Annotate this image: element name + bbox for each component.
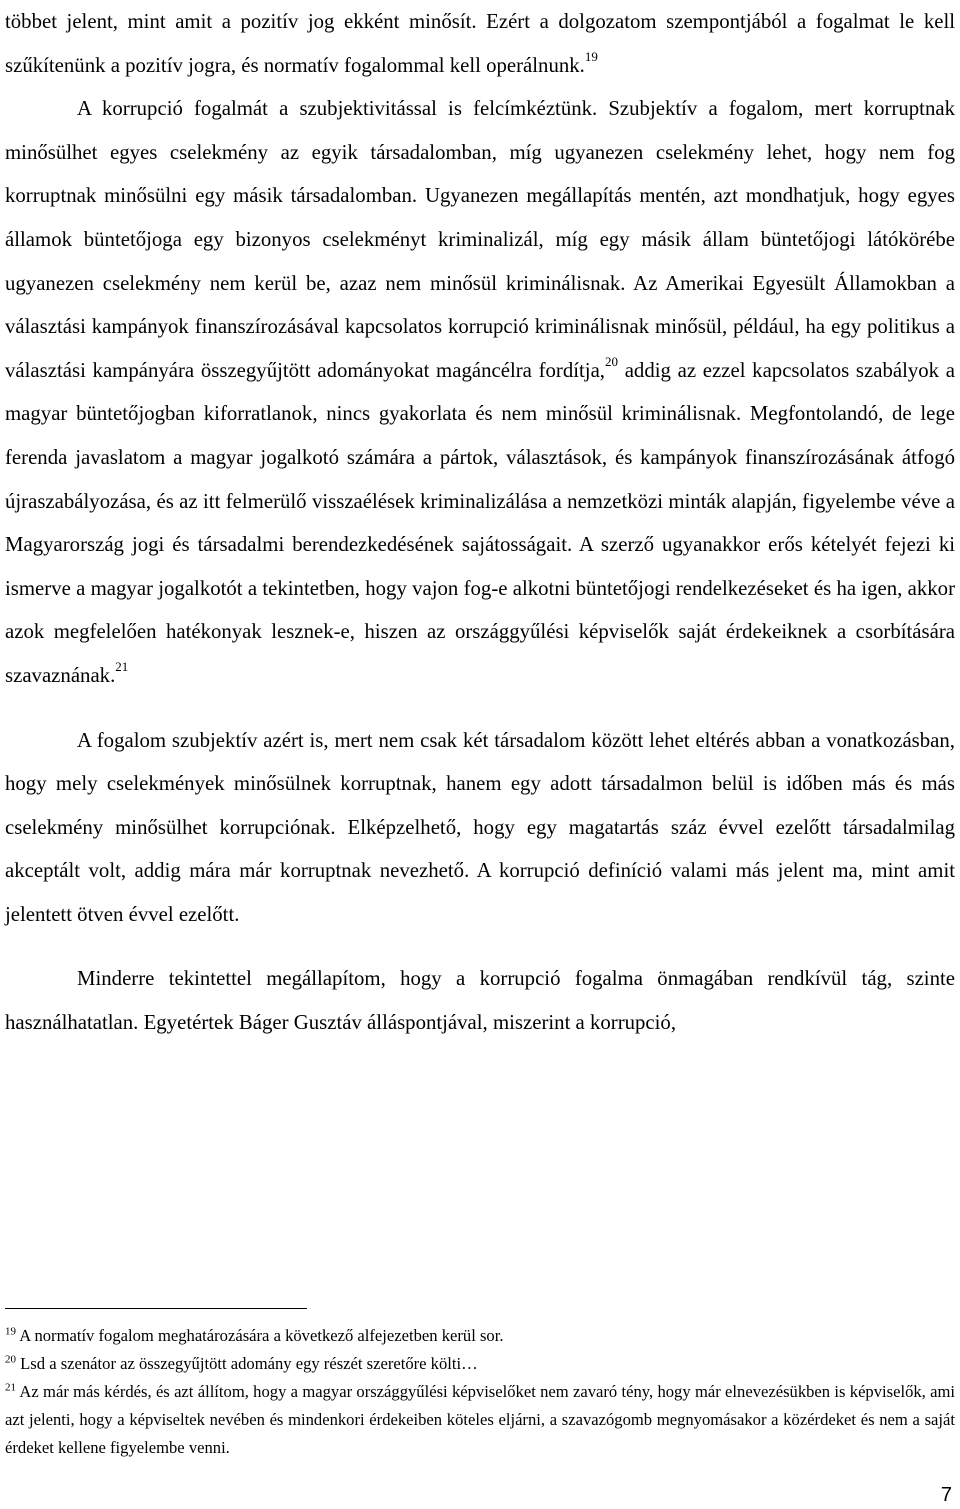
- document-page: [5, 0, 955, 1045]
- footnote-separator: [5, 1308, 307, 1309]
- footnote-20: [5, 1350, 955, 1378]
- paragraph-2-text-b: addig az ezzel kapcsolatos szabályok a magyar büntetőjogban kiforratlanok, nincs gyakorlata és nem minősül kriminálisnak. Megfontolandó, de lege ferenda javaslatom a magyar jogalkotó számára a pártok, választások, és kampányok finanszírozásának átfogó újraszabályozása, és az itt felmerülő visszaélések kriminalizálása a nemzetközi minták alapján, figyelembe véve a Magyarország jogi és társadalmi berendezkedésének sajátosságait. A szerző ugyanakkor erős kételyét fejezi ki ismerve a magyar jogalkotót a tekintetben, hogy vajon fog-e alkotni büntetőjogi rendelkezéseket és ha igen, akkor azok megfelelően hatékonyak lesznek-e, hiszen az országgyűlési képviselők saját érdekeiknek a csorbítására szavaznának.: [5, 358, 955, 687]
- paragraph-2-text-a: A korrupció fogalmát a szubjektivitással is felcímkéztünk. Szubjektív a fogalom, mert korruptnak minősülhet egyes cselekmény az egyik társadalomban, míg ugyanezen cselekmény lehet, hogy nem fog korruptnak minősülni egy másik társadalomban. Ugyanezen megállapítás mentén, azt mondhatjuk, hogy egyes államok büntetőjoga egy bizonyos cselekményt kriminalizál, míg egy másik állam büntetőjogi látókörébe ugyanezen cselekmény nem kerül be, azaz nem minősül kriminálisnak. Az Amerikai Egyesült Államokban a választási kampányok finanszírozásával kapcsolatos korrupció kriminálisnak minősül, például, ha egy politikus a választási kampányára összegyűjtött adományokat magáncélra fordítja,: [5, 97, 955, 382]
- footnote-ref-21[interactable]: 21: [115, 658, 129, 674]
- footnote-text: Az már más kérdés, és azt állítom, hogy a magyar országgyűlési képviselőket nem zavaró tény, hogy már elnevezésükben is képviselők, ami azt jelenti, hogy a képviseltek nevében és mindenkori érdekeiben köteles eljárni, a szavazógomb megnyomásakor a közérdeket és nem a saját érdeket kellene figyelembe venni.: [5, 1382, 955, 1457]
- paragraph-1: [5, 0, 955, 87]
- footnote-19: [5, 1322, 955, 1350]
- footnotes: [5, 1322, 955, 1462]
- footnote-number: 20: [5, 1353, 16, 1366]
- footnote-text: Lsd a szenátor az összegyűjtött adomány egy részét szeretőre költi…: [16, 1354, 478, 1373]
- footnote-number: 19: [5, 1325, 16, 1338]
- footnote-number: 21: [5, 1381, 16, 1394]
- paragraph-4: Minderre tekintettel megállapítom, hogy a korrupció fogalma önmagában rendkívül tág, szinte használhatatlan. Egyetértek Báger Gusztáv álláspontjával, miszerint a korrupció,: [5, 967, 955, 1035]
- paragraph-1-text: többet jelent, mint amit a pozitív jog ekként minősít. Ezért a dolgozatom szempontjából a fogalmat le kell szűkítenünk a pozitív jogra, és normatív fogalommal kell operálnunk.: [5, 10, 955, 77]
- paragraph-2: [5, 87, 955, 697]
- main-text: [5, 0, 955, 1045]
- page-number: 7: [940, 1484, 952, 1506]
- paragraph-3: A fogalom szubjektív azért is, mert nem csak két társadalom között lehet eltérés abban a vonatkozásban, hogy mely cselekmények minősülnek korruptnak, hanem egy adott társadalmon belül is időben más és más cselekmény minősülhet korrupciónak. Elképzelhető, hogy egy magatartás száz évvel ezelőtt társadalmilag akceptált volt, addig mára már korruptnak nevezhető. A korrupció definíció valami más jelent ma, mint amit jelentett ötven évvel ezelőtt.: [5, 728, 955, 926]
- footnote-21: [5, 1378, 955, 1462]
- footnote-ref-20[interactable]: 20: [605, 353, 618, 369]
- footnote-text: A normatív fogalom meghatározására a következő alfejezetben kerül sor.: [16, 1326, 504, 1345]
- footnote-ref-19[interactable]: 19: [584, 48, 598, 64]
